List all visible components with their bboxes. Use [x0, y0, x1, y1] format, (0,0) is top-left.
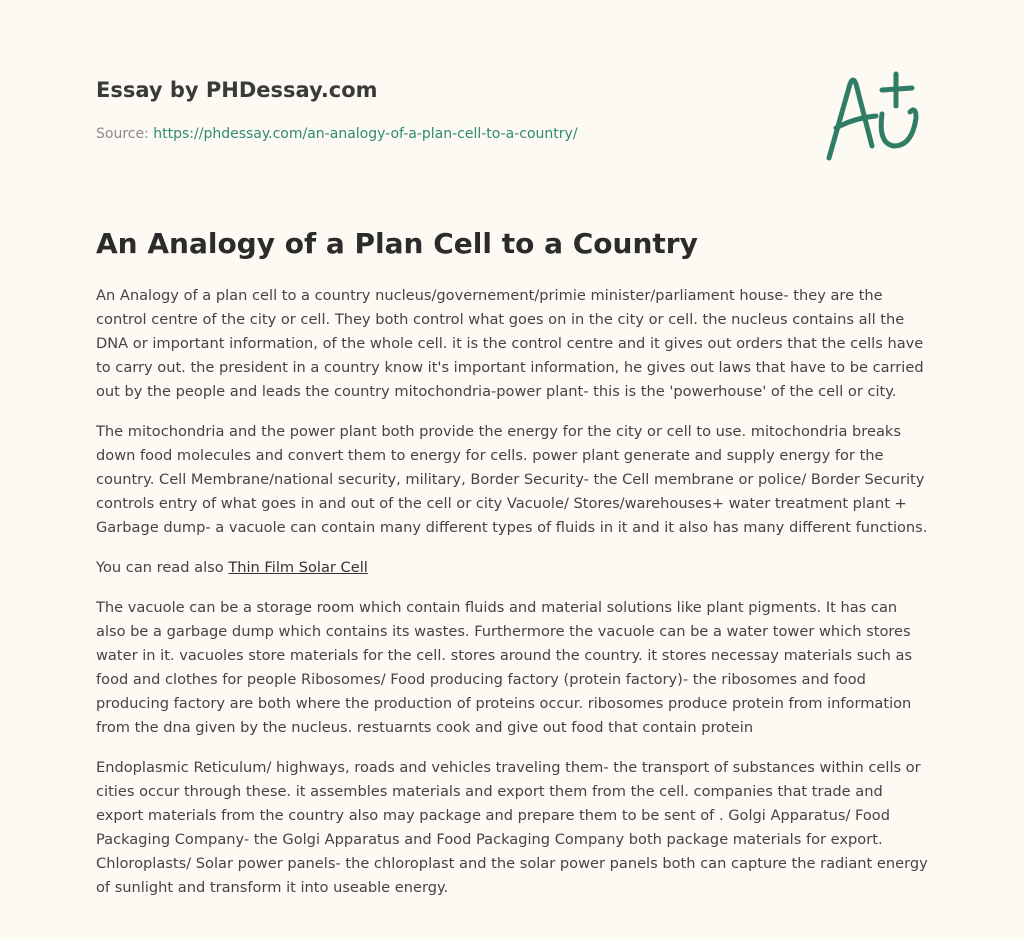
read-also-prefix: You can read also: [96, 559, 224, 576]
source-line: [96, 124, 796, 144]
read-also: [96, 556, 928, 580]
read-also-link[interactable]: Thin Film Solar Cell: [228, 559, 368, 576]
paragraph-2: The mitochondria and the power plant both provide the energy for the city or cell to use. mitochondria breaks down food molecules and convert them to energy for cells. power plant generate and supply energy for the country. Cell Membrane/national security, military, Border Security- the Cell membrane or police/ Border Security controls entry of what goes in and out of the cell or city Vacuole/ Stores/warehouses+ water treatment plant + Garbage dump- a vacuole can contain many different types of fluids in it and it also has many different functions.: [96, 423, 928, 536]
essay-title: An Analogy of a Plan Cell to a Country: [96, 227, 698, 260]
header: [96, 74, 796, 144]
source-link[interactable]: https://phdessay.com/an-analogy-of-a-plan-cell-to-a-country/: [153, 126, 578, 142]
a-plus-grade-icon: [820, 66, 930, 166]
paragraph-4: Endoplasmic Reticulum/ highways, roads and vehicles traveling them- the transport of substances within cells or cities occur through these. it assembles materials and export them from the cell. companies that trade and export materials from the country also may package and prepare them to be sent of . Golgi Apparatus/ Food Packaging Company- the Golgi Apparatus and Food Packaging Company both package materials for export. Chloroplasts/ Solar power panels- the chloroplast and the solar power panels both can capture the radiant energy of sunlight and transform it into useable energy.: [96, 759, 928, 896]
paragraph-3: The vacuole can be a storage room which contain fluids and material solutions like plant pigments. It has can also be a garbage dump which contains its wastes. Furthermore the vacuole can be a water tower which stores water in it. vacuoles store materials for the cell. stores around the country. it stores necessay materials such as food and clothes for people Ribosomes/ Food producing factory (protein factory)- the ribosomes and food producing factory are both where the production of proteins occur. ribosomes produce protein from information from the dna given by the nucleus. restuarnts cook and give out food that contain protein: [96, 599, 913, 736]
essay-body: [96, 284, 928, 916]
source-label: Source:: [96, 126, 149, 142]
paragraph-1: An Analogy of a plan cell to a country nucleus/governement/primie minister/parliament house- they are the control centre of the city or cell. They both control what goes on in the city or cell. the nucleus contains all the DNA or important information, of the whole cell. it is the control centre and it gives out orders that the cells have to carry out. the president in a country know it's important information, he gives out laws that have to be carried out by the people and leads the country mitochondria-power plant- this is the 'powerhouse' of the cell or city.: [96, 287, 924, 400]
site-title: Essay by PHDessay.com: [96, 78, 378, 102]
